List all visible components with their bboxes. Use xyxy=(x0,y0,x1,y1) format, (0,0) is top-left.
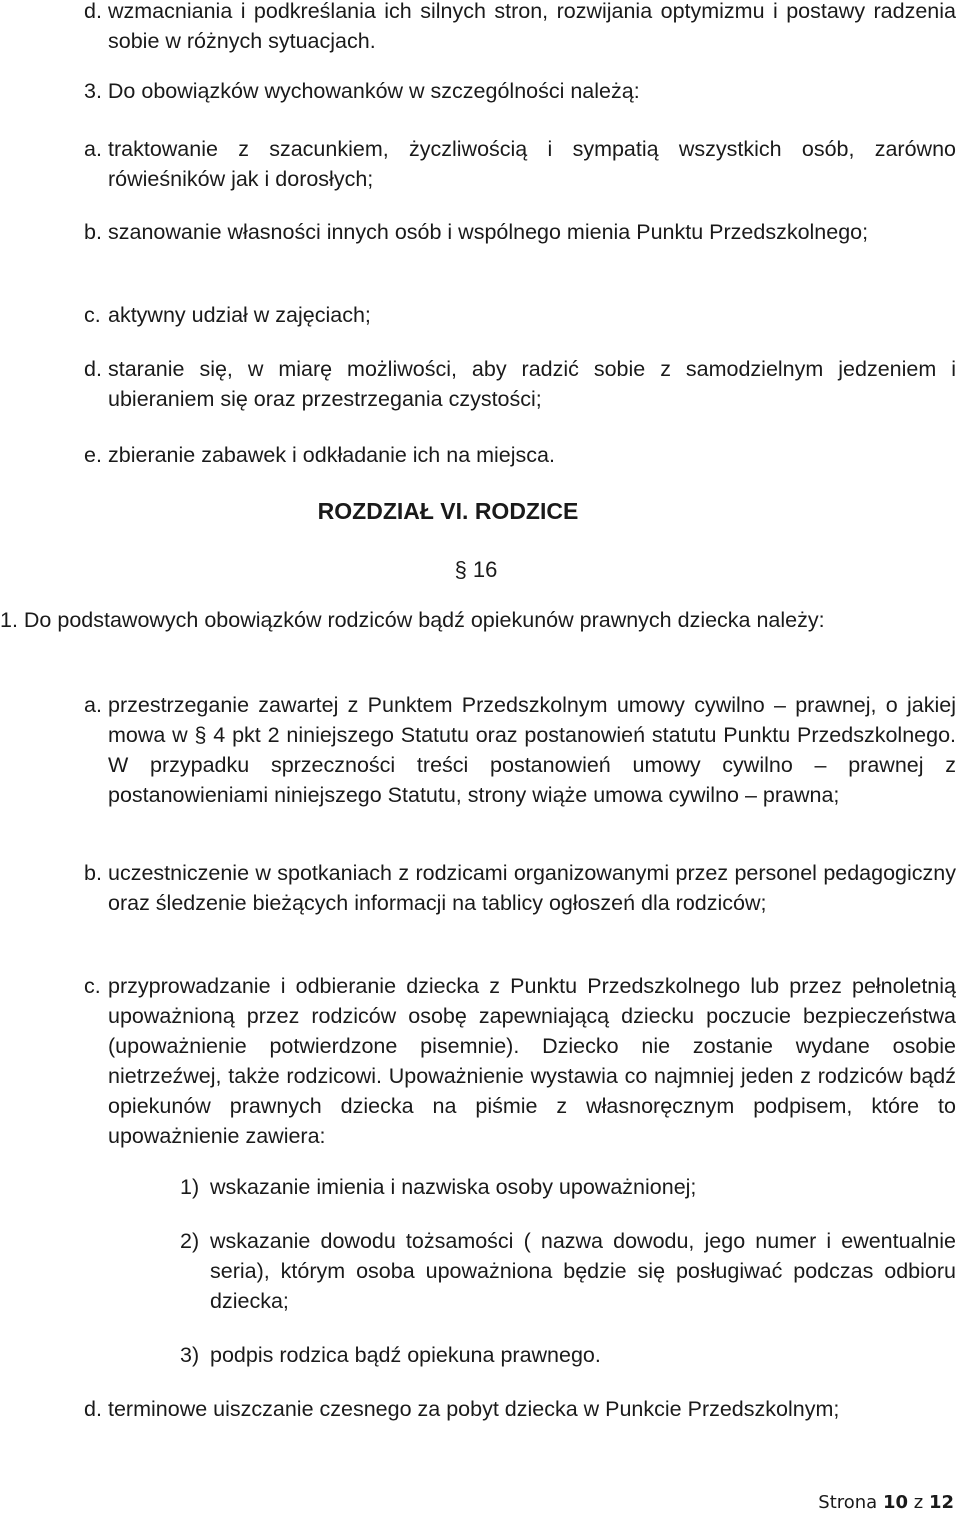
list-item-text: przyprowadzanie i odbieranie dziecka z Punktu Przedszkolnego lub przez pełnoletnią upoważnioną przez rodziców osobę zapewniającą dziecku poczucie bezpieczeństwa (upoważnienie potwierdzone pisemnie). Dziecko nie zostanie wydane osobie nietrzeźwej, także rodzicowi. Upoważnienie wystawia co najmniej jeden z rodziców bądź opiekunów prawnych dziecka na piśmie z własnoręcznym podpisem, które to upoważnienie zawiera: xyxy=(108,974,956,1148)
list-marker: b. xyxy=(84,861,102,885)
list-item-text: uczestniczenie w spotkaniach z rodzicami organizowanymi przez personel pedagogiczny oraz śledzenie bieżących informacji na tablicy ogłoszeń dla rodziców; xyxy=(108,861,956,915)
sub-marker: 2) xyxy=(180,1229,200,1253)
list-item-text: staranie się, w miarę możliwości, aby radzić sobie z samodzielnym jedzeniem i ubieraniem się oraz przestrzegania czystości; xyxy=(108,357,956,411)
sub-item-2 xyxy=(180,1226,956,1316)
chapter-title: ROZDZIAŁ VI. RODZICE xyxy=(317,498,579,524)
list-marker: d. xyxy=(84,357,102,381)
list-item-text: traktowanie z szacunkiem, życzliwością i sympatią wszystkich osób, zarówno rówieśników jak i dorosłych; xyxy=(108,137,956,191)
list-item-c xyxy=(84,300,956,330)
list-marker: c. xyxy=(84,303,101,327)
paragraph-number: § 16 xyxy=(454,557,498,582)
list-item-b xyxy=(84,217,956,247)
list-item-d xyxy=(84,1394,956,1424)
sub-item-3 xyxy=(180,1340,956,1370)
sub-item-text: wskazanie imienia i nazwiska osoby upoważnionej; xyxy=(210,1175,697,1199)
list-item-b xyxy=(84,858,956,918)
sub-item-text: podpis rodzica bądź opiekuna prawnego. xyxy=(210,1343,601,1367)
list-item-text: przestrzeganie zawartej z Punktem Przedszkolnym umowy cywilno – prawnej, o jakiej mowa w § 4 pkt 2 niniejszego Statutu oraz postanowień statutu Punktu Przedszkolnego. W przypadku sprzeczności treści postanowień umowy cywilno – prawnej z postanowieniami niniejszego Statutu, strony wiąże umowa cywilno – prawna; xyxy=(108,693,956,807)
list-marker: d. xyxy=(84,0,102,23)
sub-item-1 xyxy=(180,1172,956,1202)
list-item-d xyxy=(84,354,956,414)
footer-total-pages: 12 xyxy=(928,1492,954,1513)
point-1-intro: 1. Do podstawowych obowiązków rodziców bądź opiekunów prawnych dziecka należy: xyxy=(0,608,825,632)
list-item-text: szanowanie własności innych osób i wspólnego mienia Punktu Przedszkolnego; xyxy=(108,220,869,244)
list-item-text: wzmacniania i podkreślania ich silnych stron, rozwijania optymizmu i postawy radzenia sobie w różnych sytuacjach. xyxy=(108,0,956,53)
sub-marker: 3) xyxy=(180,1343,200,1367)
list-item-prev-d xyxy=(84,0,956,56)
list-item-c xyxy=(84,971,956,1151)
list-item-text: zbieranie zabawek i odkładanie ich na miejsca. xyxy=(108,443,555,467)
list-item-text: aktywny udział w zajęciach; xyxy=(108,303,371,327)
list-item-e xyxy=(84,440,956,470)
page-footer xyxy=(818,1492,954,1513)
list-marker: b. xyxy=(84,220,102,244)
list-item-a xyxy=(84,134,956,194)
list-marker: e. xyxy=(84,443,102,467)
list-marker: a. xyxy=(84,137,102,161)
footer-of: z xyxy=(913,1492,924,1513)
list-marker: c. xyxy=(84,974,101,998)
footer-page-number: 10 xyxy=(882,1492,909,1513)
point-3-intro: 3. Do obowiązków wychowanków w szczególności należą: xyxy=(84,79,640,103)
list-item-text: terminowe uiszczanie czesnego za pobyt dziecka w Punkcie Przedszkolnym; xyxy=(108,1397,840,1421)
list-item-a xyxy=(84,690,956,810)
sub-marker: 1) xyxy=(180,1175,200,1199)
footer-label: Strona xyxy=(818,1492,878,1513)
list-marker: d. xyxy=(84,1397,102,1421)
sub-item-text: wskazanie dowodu tożsamości ( nazwa dowodu, jego numer i ewentualnie seria), którym osoba upoważniona będzie się posługiwać podczas odbioru dziecka; xyxy=(210,1229,956,1313)
list-marker: a. xyxy=(84,693,102,717)
